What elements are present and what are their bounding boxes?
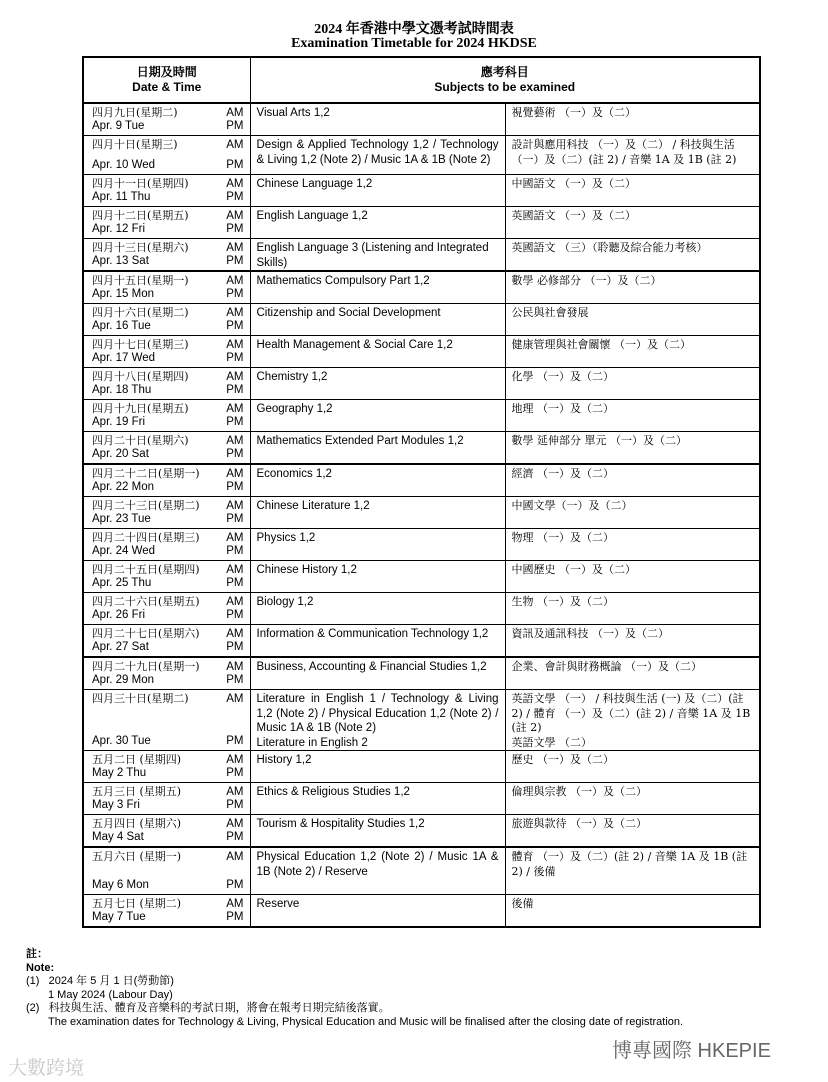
subject-en-cell <box>250 175 505 207</box>
subject-en: Health Management & Social Care 1,2 <box>256 339 453 351</box>
table-row <box>83 657 760 690</box>
subject-zh: 旅遊與款待 （一）及（二） <box>511 817 647 830</box>
subject-en-cell <box>250 895 505 928</box>
am-label: AM <box>226 596 244 608</box>
date-cell <box>83 271 250 304</box>
subject-zh: 中國歷史 （一）及（二） <box>511 563 636 576</box>
subject-en: Physics 1,2 <box>256 532 316 544</box>
am-label: AM <box>226 275 244 287</box>
date-zh: 四月二十日(星期六) <box>92 434 189 447</box>
subject-zh: 經濟 （一）及（二） <box>511 467 614 480</box>
subject-zh: 中國語文 （一）及（二） <box>511 177 636 190</box>
table-row <box>83 847 760 895</box>
subject-zh: 數學 延伸部分 單元 （一）及（二） <box>511 434 687 447</box>
subject-zh-cell <box>505 895 760 928</box>
date-zh: 五月七日 (星期二) <box>92 897 182 910</box>
table-row <box>83 529 760 561</box>
subject-header <box>250 57 760 103</box>
am-label: AM <box>226 628 244 640</box>
subject-zh: 物理 （一）及（二） <box>511 531 614 544</box>
subject-zh-cell <box>505 136 760 175</box>
note-2-zh: 科技與生活、體育及音樂科的考試日期，將會在報考日期完結後落實。 <box>48 1002 390 1014</box>
date-en: Apr. 29 Mon <box>92 673 155 686</box>
am-label: AM <box>226 307 244 319</box>
pm-label: PM <box>226 673 244 686</box>
pm-label: PM <box>226 480 244 493</box>
date-zh: 四月十八日(星期四) <box>92 370 189 383</box>
date-cell <box>83 529 250 561</box>
subject-zh-cell <box>505 690 760 751</box>
subject-en: English Language 1,2 <box>256 210 368 222</box>
date-zh: 四月九日(星期二) <box>92 106 178 119</box>
table-row <box>83 561 760 593</box>
subject-en-cell <box>250 751 505 783</box>
date-cell <box>83 136 250 175</box>
date-zh: 四月三十日(星期二) <box>92 692 189 705</box>
subject-en-cell <box>250 529 505 561</box>
pm-label: PM <box>226 766 244 779</box>
am-label: AM <box>226 339 244 351</box>
note-1-en: 1 May 2024 (Labour Day) <box>48 988 173 1001</box>
subject-zh: 視覺藝術 （一）及（二） <box>511 106 636 119</box>
am-label: AM <box>226 898 244 910</box>
subject-en-cell <box>250 239 505 272</box>
date-en: Apr. 27 Sat <box>92 640 149 653</box>
subject-zh: 後備 <box>511 897 534 910</box>
am-label: AM <box>226 468 244 480</box>
pm-label: PM <box>226 608 244 621</box>
date-en: Apr. 15 Mon <box>92 287 155 300</box>
subject-en-cell <box>250 432 505 465</box>
subject-en-cell <box>250 464 505 497</box>
pm-label: PM <box>226 878 244 891</box>
table-row <box>83 175 760 207</box>
subject-en: Ethics & Religious Studies 1,2 <box>256 786 410 798</box>
date-en: Apr. 24 Wed <box>92 544 156 557</box>
subject-zh-cell <box>505 336 760 368</box>
pm-label: PM <box>226 910 244 923</box>
am-label: AM <box>226 851 244 863</box>
am-label: AM <box>226 242 244 254</box>
subject-zh: 生物 （一）及（二） <box>511 595 614 608</box>
subject-zh: 化學 （一）及（二） <box>511 370 614 383</box>
date-en: Apr. 10 Wed <box>92 158 156 171</box>
pm-label: PM <box>226 351 244 364</box>
date-zh: 四月二十五日(星期四) <box>92 563 200 576</box>
am-label: AM <box>226 403 244 415</box>
date-zh: 四月二十九日(星期一) <box>92 660 200 673</box>
subject-zh-cell <box>505 593 760 625</box>
date-cell <box>83 497 250 529</box>
am-label: AM <box>226 210 244 222</box>
subject-en: Design & Applied Technology 1,2 / Technology & Living 1,2 (Note 2) / Music 1A & 1B (Note 2) <box>256 139 499 166</box>
subject-en-pm: Literature in English 2 <box>256 736 368 749</box>
subject-zh-cell <box>505 561 760 593</box>
am-label: AM <box>226 532 244 544</box>
date-cell <box>83 336 250 368</box>
subject-en: Chinese Literature 1,2 <box>256 500 370 512</box>
date-zh: 四月二十六日(星期五) <box>92 595 200 608</box>
pm-label: PM <box>226 640 244 653</box>
note-2 <box>26 1002 683 1016</box>
subject-zh: 歷史 （一）及（二） <box>511 753 614 766</box>
timetable <box>82 56 761 928</box>
table-row <box>83 336 760 368</box>
subject-en-cell <box>250 304 505 336</box>
page-title-en: Examination Timetable for 2024 HKDSE <box>291 36 537 51</box>
subject-en-cell <box>250 783 505 815</box>
date-cell <box>83 464 250 497</box>
pm-label: PM <box>226 798 244 811</box>
pm-label: PM <box>226 287 244 300</box>
subject-en: Chinese Language 1,2 <box>256 178 373 190</box>
subject-zh-cell <box>505 497 760 529</box>
date-zh: 四月十三日(星期六) <box>92 241 189 254</box>
table-row <box>83 751 760 783</box>
date-en: Apr. 16 Tue <box>92 319 151 332</box>
date-en: Apr. 25 Thu <box>92 576 152 589</box>
pm-label: PM <box>226 222 244 235</box>
am-label: AM <box>226 435 244 447</box>
date-cell <box>83 304 250 336</box>
date-cell <box>83 432 250 465</box>
subject-zh-cell <box>505 207 760 239</box>
subject-en-cell <box>250 336 505 368</box>
subject-en: Chemistry 1,2 <box>256 371 328 383</box>
date-en: May 2 Thu <box>92 766 147 779</box>
date-cell <box>83 239 250 272</box>
am-label: AM <box>226 564 244 576</box>
subject-zh-cell <box>505 368 760 400</box>
subject-zh-cell <box>505 271 760 304</box>
subject-en-cell <box>250 136 505 175</box>
subject-zh-cell <box>505 783 760 815</box>
subject-zh: 英語文學 （一） / 科技與生活 (一) 及（二）(註 2) / 體育 （一）及（二）(註 2) / 音樂 1A 及 1B (註 2) <box>511 692 751 734</box>
subject-zh: 地理 （一）及（二） <box>511 402 614 415</box>
subject-en-cell <box>250 207 505 239</box>
subject-en: Literature in English 1 / Technology & Living 1,2 (Note 2) / Physical Education 1,2 (Note 2) / Music 1A & 1B (Note 2) <box>256 693 499 734</box>
note-label-en: Note: <box>26 961 55 974</box>
subject-en-cell <box>250 625 505 658</box>
date-zh: 五月四日 (星期六) <box>92 817 182 830</box>
date-en: Apr. 22 Mon <box>92 480 155 493</box>
pm-label: PM <box>226 319 244 332</box>
date-en: Apr. 30 Tue <box>92 734 151 747</box>
subject-zh-pm: 英語文學 （二） <box>511 735 592 749</box>
note-label-zh: 註： <box>26 948 48 960</box>
table-header <box>83 57 760 103</box>
pm-label: PM <box>226 254 244 267</box>
pm-label: PM <box>226 830 244 843</box>
date-cell <box>83 783 250 815</box>
subject-zh-cell <box>505 625 760 658</box>
date-zh: 四月十五日(星期一) <box>92 274 189 287</box>
subject-en: Physical Education 1,2 (Note 2) / Music 1A & 1B (Note 2) / Reserve <box>256 851 499 878</box>
table-row <box>83 593 760 625</box>
pm-label: PM <box>226 383 244 396</box>
notes <box>26 948 683 1029</box>
date-en: Apr. 23 Tue <box>92 512 151 525</box>
table-row <box>83 497 760 529</box>
table-row <box>83 368 760 400</box>
subject-en-cell <box>250 561 505 593</box>
watermark-right: 博專國際 HKEPIE <box>612 1040 771 1062</box>
date-zh: 四月十七日(星期三) <box>92 338 189 351</box>
subject-zh-cell <box>505 400 760 432</box>
date-en: Apr. 9 Tue <box>92 119 145 132</box>
table-row <box>83 625 760 658</box>
subject-zh-cell <box>505 657 760 690</box>
date-cell <box>83 561 250 593</box>
date-zh: 四月二十七日(星期六) <box>92 627 200 640</box>
am-label: AM <box>226 500 244 512</box>
am-label: AM <box>226 178 244 190</box>
date-en: Apr. 17 Wed <box>92 351 156 364</box>
subject-zh: 英國語文 （一）及（二） <box>511 209 636 222</box>
date-zh: 四月十六日(星期二) <box>92 306 189 319</box>
date-cell <box>83 815 250 848</box>
subject-zh-cell <box>505 304 760 336</box>
am-label: AM <box>226 693 244 705</box>
date-en: May 7 Tue <box>92 910 146 923</box>
date-header-en: Date & Time <box>132 80 202 94</box>
pm-label: PM <box>226 158 244 171</box>
subject-en: Visual Arts 1,2 <box>256 107 330 119</box>
date-zh: 五月二日 (星期四) <box>92 753 182 766</box>
date-en: Apr. 11 Thu <box>92 190 151 203</box>
subject-en-cell <box>250 368 505 400</box>
table-row <box>83 103 760 136</box>
date-en: Apr. 13 Sat <box>92 254 149 267</box>
date-zh: 四月二十三日(星期二) <box>92 499 200 512</box>
pm-label: PM <box>226 415 244 428</box>
am-label: AM <box>226 754 244 766</box>
pm-label: PM <box>226 734 244 747</box>
subject-zh: 公民與社會發展 <box>511 306 589 319</box>
subject-zh: 英國語文 （三）（聆聽及綜合能力考核） <box>511 241 708 254</box>
subject-zh: 數學 必修部分 （一）及（二） <box>511 274 662 287</box>
subject-en: Business, Accounting & Financial Studies 1,2 <box>256 661 487 673</box>
subject-zh-cell <box>505 529 760 561</box>
pm-label: PM <box>226 119 244 132</box>
note-1 <box>26 975 683 989</box>
am-label: AM <box>226 818 244 830</box>
table-row <box>83 464 760 497</box>
note-1-zh: 2024 年 5 月 1 日(勞動節) <box>48 975 174 987</box>
date-zh: 四月十二日(星期五) <box>92 209 189 222</box>
date-cell <box>83 207 250 239</box>
page-title-zh: 2024 年香港中學文憑考試時間表 <box>314 22 514 37</box>
date-cell <box>83 593 250 625</box>
subject-en: Citizenship and Social Development <box>256 307 441 319</box>
subject-en-cell <box>250 815 505 848</box>
date-header <box>83 57 250 103</box>
date-cell <box>83 175 250 207</box>
subject-en: Geography 1,2 <box>256 403 333 415</box>
date-en: Apr. 12 Fri <box>92 222 146 235</box>
pm-label: PM <box>226 447 244 460</box>
subject-zh: 資訊及通訊科技 （一）及（二） <box>511 627 669 640</box>
am-label: AM <box>226 107 244 119</box>
subject-en: Mathematics Compulsory Part 1,2 <box>256 275 430 287</box>
subject-zh: 中國文學（一）及（二） <box>511 499 633 512</box>
table-row <box>83 304 760 336</box>
subject-zh: 健康管理與社會關懷 （一）及（二） <box>511 338 691 351</box>
subject-header-zh: 應考科目 <box>480 65 529 79</box>
date-zh: 四月十一日(星期四) <box>92 177 189 190</box>
table-row <box>83 207 760 239</box>
subject-zh: 企業、會計與財務概論 （一）及（二） <box>511 660 702 673</box>
subject-en-cell <box>250 400 505 432</box>
am-label: AM <box>226 139 244 151</box>
subject-en: History 1,2 <box>256 754 312 766</box>
subject-en: English Language 3 (Listening and Integrated Skills) <box>256 242 489 269</box>
table-row <box>83 815 760 848</box>
date-cell <box>83 400 250 432</box>
subject-zh-cell <box>505 103 760 136</box>
date-cell <box>83 847 250 895</box>
subject-en: Biology 1,2 <box>256 596 314 608</box>
table-row <box>83 895 760 928</box>
subject-en-cell <box>250 847 505 895</box>
date-en: May 4 Sat <box>92 830 144 843</box>
am-label: AM <box>226 661 244 673</box>
subject-en: Economics 1,2 <box>256 468 332 480</box>
pm-label: PM <box>226 190 244 203</box>
date-cell <box>83 657 250 690</box>
date-en: May 3 Fri <box>92 798 140 811</box>
am-label: AM <box>226 371 244 383</box>
note-2-num: (2) <box>26 1002 40 1014</box>
date-zh: 四月十日(星期三) <box>92 138 178 151</box>
subject-en-cell <box>250 690 505 751</box>
subject-en-cell <box>250 271 505 304</box>
subject-en: Reserve <box>256 898 300 910</box>
subject-en: Chinese History 1,2 <box>256 564 357 576</box>
subject-zh-cell <box>505 751 760 783</box>
subject-en: Mathematics Extended Part Modules 1,2 <box>256 435 464 447</box>
subject-zh-cell <box>505 432 760 465</box>
date-zh: 四月十九日(星期五) <box>92 402 189 415</box>
subject-en-cell <box>250 103 505 136</box>
note-1-num: (1) <box>26 975 40 987</box>
pm-label: PM <box>226 544 244 557</box>
date-en: Apr. 26 Fri <box>92 608 146 621</box>
watermark-left: 大數跨境 <box>8 1058 85 1079</box>
subject-zh-cell <box>505 175 760 207</box>
subject-en-cell <box>250 593 505 625</box>
table-row <box>83 783 760 815</box>
date-en: Apr. 18 Thu <box>92 383 152 396</box>
table-row <box>83 271 760 304</box>
pm-label: PM <box>226 512 244 525</box>
date-header-zh: 日期及時間 <box>136 65 197 79</box>
subject-en-cell <box>250 657 505 690</box>
date-zh: 四月二十四日(星期三) <box>92 531 200 544</box>
date-cell <box>83 103 250 136</box>
note-2-en: The examination dates for Technology & Living, Physical Education and Music will be finalised after the closing date of registration. <box>48 1015 684 1028</box>
date-zh: 四月二十二日(星期一) <box>92 467 200 480</box>
subject-header-en: Subjects to be examined <box>434 80 576 94</box>
date-zh: 五月六日 (星期一) <box>92 850 182 863</box>
table-row <box>83 400 760 432</box>
subject-zh: 倫理與宗教 （一）及（二） <box>511 785 647 798</box>
table-row <box>83 239 760 272</box>
subject-zh-cell <box>505 815 760 848</box>
subject-zh-cell <box>505 464 760 497</box>
am-label: AM <box>226 786 244 798</box>
subject-en: Tourism & Hospitality Studies 1,2 <box>256 818 425 830</box>
date-en: May 6 Mon <box>92 878 149 891</box>
date-cell <box>83 625 250 658</box>
date-zh: 五月三日 (星期五) <box>92 785 182 798</box>
date-en: Apr. 19 Fri <box>92 415 146 428</box>
subject-zh-cell <box>505 239 760 272</box>
date-cell <box>83 368 250 400</box>
date-cell <box>83 751 250 783</box>
subject-zh: 設計與應用科技 （一）及（二） / 科技與生活 （一）及（二）(註 2) / 音樂 1A 及 1B (註 2) <box>511 138 737 166</box>
subject-zh: 體育 （一）及（二）(註 2) / 音樂 1A 及 1B (註 2) / 後備 <box>511 850 748 878</box>
table-row <box>83 690 760 751</box>
table-row <box>83 136 760 175</box>
date-cell <box>83 690 250 751</box>
subject-zh-cell <box>505 847 760 895</box>
table-row <box>83 432 760 465</box>
pm-label: PM <box>226 576 244 589</box>
subject-en-cell <box>250 497 505 529</box>
subject-en: Information & Communication Technology 1,2 <box>256 628 489 640</box>
date-cell <box>83 895 250 928</box>
date-en: Apr. 20 Sat <box>92 447 149 460</box>
